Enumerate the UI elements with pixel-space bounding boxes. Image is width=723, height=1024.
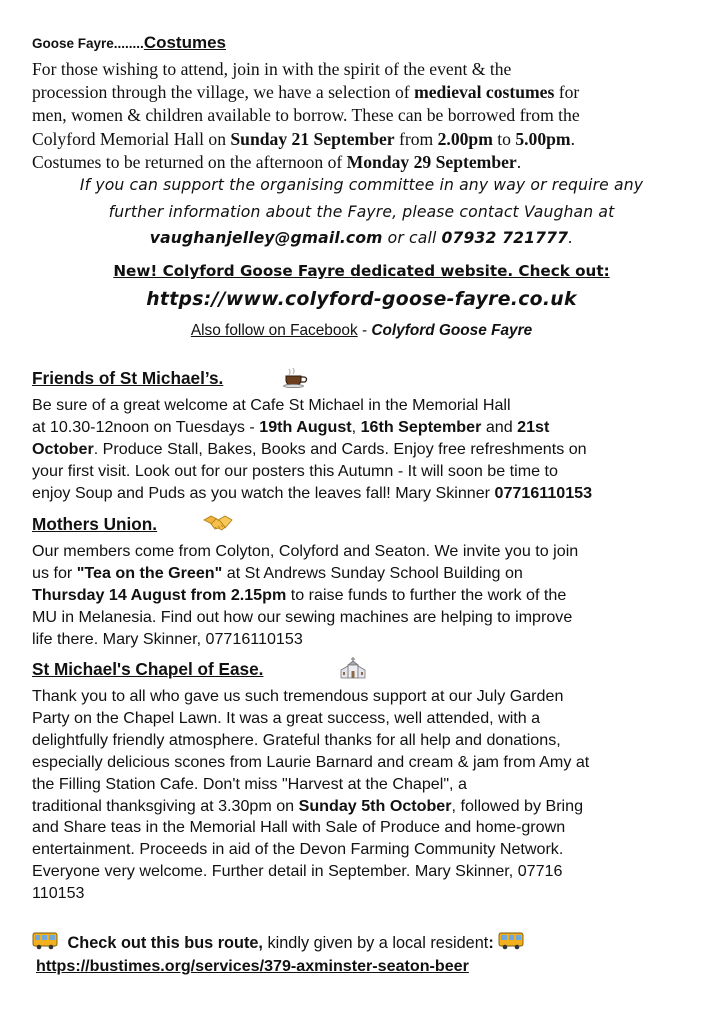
cafe-date: 16th September (360, 417, 482, 436)
facebook-separator: - (357, 322, 372, 339)
mothers-heading-text: Mothers Union. (32, 514, 158, 534)
borrow-end-time: 5.00pm (515, 128, 571, 149)
mothers-line: Our members come from Colyton, Colyford and Seaton. We invite you to join (32, 542, 579, 560)
mothers-union-heading (32, 514, 157, 535)
coffee-cup-icon (283, 366, 309, 392)
church-icon (339, 656, 367, 684)
website-heading: New! Colyford Goose Fayre dedicated website. Check out: (113, 262, 610, 280)
goose-fayre-title-prefix: Goose Fayre (32, 36, 114, 51)
facebook-page-name: Colyford Goose Fayre (371, 322, 533, 339)
chapel-line: delightfully friendly atmosphere. Grateful thanks for all help and donations, (32, 730, 561, 749)
costumes-text: to (492, 128, 516, 149)
chapel-line: Everyone very welcome. Further detail in September. Mary Skinner, 07716 (32, 862, 563, 881)
title-dots: ........ (113, 36, 144, 51)
friends-line: enjoy Soup and Puds as you watch the leaves fall! Mary Skinner (32, 483, 495, 502)
support-line: further information about the Fayre, please contact Vaughan at (108, 202, 615, 221)
support-text: . (568, 229, 574, 247)
friends-text: and (481, 417, 518, 436)
costumes-line: procession through the village, we have a selection of (32, 82, 415, 103)
mothers-text: at St Andrews Sunday School Building on (222, 563, 523, 582)
chapel-heading-text: St Michael's Chapel of Ease. (32, 659, 264, 679)
costumes-line: For those wishing to attend, join in with the spirit of the event & the (32, 59, 512, 79)
mothers-line: life there. Mary Skinner, 07716110153 (32, 629, 303, 648)
costumes-text: . (516, 151, 522, 172)
bus-route-colon: : (488, 934, 494, 952)
chapel-line: traditional thanksgiving at 3.30pm on (32, 796, 299, 815)
chapel-line: entertainment. Proceeds in aid of the Devon Farming Community Network. (32, 840, 564, 859)
contact-email[interactable]: vaughanjelley@gmail.com (149, 229, 383, 247)
friends-line: at 10.30-12noon on Tuesdays - (32, 417, 260, 436)
friends-line: your first visit. Look out for our posters this Autumn - It will soon be time to (32, 461, 558, 480)
medieval-costumes-bold: medieval costumes (414, 82, 555, 103)
costumes-line: men, women & children available to borrow. These can be borrowed from the (32, 105, 580, 126)
goose-fayre-heading (32, 33, 226, 53)
mothers-line: to raise funds to further the work of the (286, 585, 567, 604)
friends-line: Be sure of a great welcome at Cafe St Michael in the Memorial Hall (32, 396, 511, 414)
cafe-date-month: October (32, 439, 94, 458)
friends-section-heading (32, 368, 223, 389)
friends-text: , (351, 417, 361, 436)
borrow-start-time: 2.00pm (437, 128, 493, 149)
cafe-date: 21st (517, 417, 550, 436)
website-url-link[interactable]: https://www.colyford-goose-fayre.co.uk (146, 289, 577, 310)
costumes-line: Costumes to be returned on the afternoon of (32, 151, 347, 172)
harvest-date: Sunday 5th October (298, 796, 452, 815)
chapel-line: Thank you to all who gave us such tremendous support at our July Garden (32, 687, 564, 705)
mothers-line: MU in Melanesia. Find out how our sewing machines are helping to improve (32, 607, 573, 626)
friends-phone: 07716110153 (494, 483, 593, 502)
cafe-date: 19th August (259, 417, 352, 436)
chapel-section-body (32, 686, 712, 905)
handshake-icon (203, 512, 233, 538)
bus-route-link[interactable]: https://bustimes.org/services/379-axminster-seaton-beer (36, 957, 469, 975)
chapel-line: Party on the Chapel Lawn. It was a great success, well attended, with a (32, 708, 541, 727)
costumes-paragraph (32, 58, 704, 174)
mothers-union-body (32, 541, 712, 651)
facebook-line (0, 322, 723, 340)
bus-route-line (32, 931, 524, 953)
tea-date-time: Thursday 14 August from 2.15pm (32, 585, 287, 604)
chapel-line: especially delicious scones from Laurie Barnard and cream & jam from Amy at (32, 752, 590, 771)
costumes-line: Colyford Memorial Hall on (32, 128, 231, 149)
borrow-date: Sunday 21 September (230, 128, 395, 149)
costumes-title: Costumes (143, 33, 226, 52)
chapel-line: and Share teas in the Memorial Hall with Sale of Produce and home-grown (32, 818, 566, 837)
facebook-link[interactable]: Also follow on Facebook (190, 322, 358, 339)
costumes-text: . (570, 128, 575, 149)
mothers-line: us for (32, 563, 77, 582)
support-contact-block (0, 172, 723, 252)
support-text: or call (382, 229, 442, 247)
friends-section-body (32, 395, 712, 505)
chapel-section-heading (32, 659, 263, 680)
costumes-line-end: for (554, 82, 580, 103)
support-line: If you can support the organising committee in any way or require any (79, 176, 644, 194)
contact-phone: 07932 721777 (441, 229, 569, 247)
bus-route-text: kindly given by a local resident (262, 934, 489, 952)
friends-line: . Produce Stall, Bakes, Books and Cards. Enjoy free refreshments on (93, 439, 587, 458)
tea-on-green: "Tea on the Green" (76, 563, 223, 582)
friends-heading-text: Friends of St Michael’s. (32, 368, 224, 388)
bus-icon (32, 932, 63, 952)
chapel-text: , followed by Bring (451, 796, 584, 815)
bus-route-bold: Check out this bus route, (67, 934, 263, 952)
costumes-text: from (394, 128, 438, 149)
return-date: Monday 29 September (346, 151, 517, 172)
chapel-line: 110153 (32, 884, 85, 903)
bus-icon (498, 932, 524, 952)
chapel-line: the Filling Station Cafe. Don't miss "Harvest at the Chapel", a (32, 774, 467, 793)
